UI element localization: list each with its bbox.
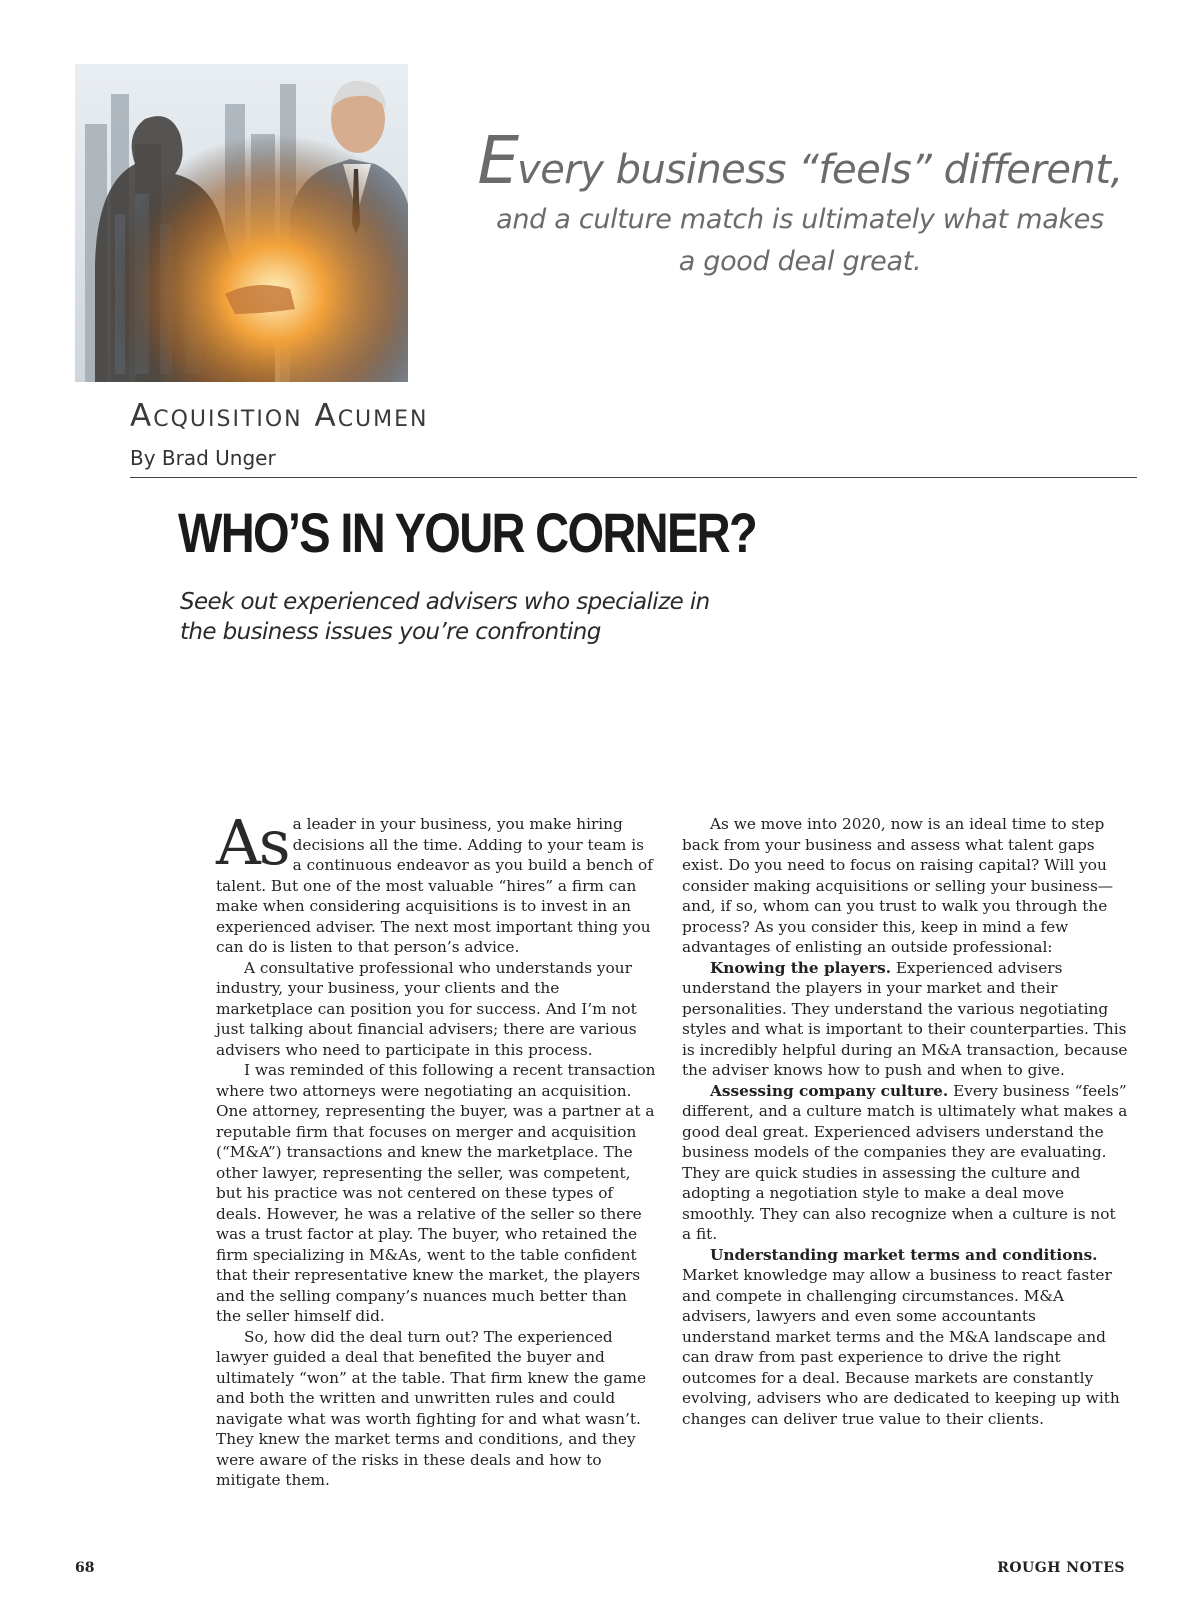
column-title: Acquisition Acumen (130, 398, 429, 434)
paragraph-7 (682, 1081, 1128, 1245)
deck-line-1: Seek out experienced advisers who specialize in (180, 589, 710, 615)
paragraph-1 (216, 806, 656, 958)
page-number: 68 (75, 1560, 95, 1576)
drop-cap: As (216, 806, 289, 879)
paragraph-5: As we move into 2020, now is an ideal time to step back from your business and assess what talent gaps exist. Do you need to focus on raising capital? Will you consider making acquisitions or selling your business—and, if so, whom can you trust to walk you through the process? As you consider this, keep in mind a few advantages of enlisting an outside professional: (682, 815, 1114, 956)
paragraph-7-lead: Assessing company culture. (710, 1081, 949, 1100)
paragraph-7-text: Every business “feels” different, and a culture match is ultimately what makes a good deal great. Experienced advisers understand the business models of the companies they are evaluating. They are quick studies in assessing the culture and adopting a negotiation style to make a deal move smoothly. They can also recognize when a culture is not a fit. (682, 1081, 1128, 1243)
paragraph-2: A consultative professional who understands your industry, your business, your clients and the marketplace can position you for success. And I’m not just talking about financial advisers; there are various advisers who need to participate in this process. (216, 958, 637, 1059)
publication-name: ROUGH NOTES (997, 1560, 1125, 1576)
pull-quote (430, 122, 1170, 283)
byline: By Brad Unger (130, 446, 276, 470)
pull-quote-line-1-rest: very business “feels” different, (517, 147, 1123, 193)
pull-quote-initial: E (477, 122, 518, 199)
deck-line-2: the business issues you’re confronting (180, 619, 601, 645)
pull-quote-line-1 (430, 122, 1170, 199)
paragraph-6-text: Experienced advisers understand the players in your market and their personalities. They understand the various negotiating styles and what is important to their counterparties. This is incredibly helpful during an M&A transaction, because the adviser knows how to push and when to give. (682, 958, 1128, 1079)
paragraph-1-text: a leader in your business, you make hiring decisions all the time. Adding to your team is a continuous endeavor as you build a bench of talent. But one of the most valuable “hires” a firm can make when considering acquisitions is to invest in an experienced adviser. The next most important thing you can do is listen to that person’s advice. (216, 815, 653, 956)
paragraph-6-lead: Knowing the players. (710, 958, 892, 977)
header-divider (130, 477, 1137, 478)
paragraph-6 (682, 958, 1128, 1081)
paragraph-8-lead: Understanding market terms and conditions. (710, 1245, 1098, 1264)
pull-quote-line-2: and a culture match is ultimately what makes (496, 204, 1104, 235)
paragraph-8 (682, 1245, 1128, 1430)
article-photo (75, 64, 408, 382)
body-column-left (216, 806, 656, 1491)
paragraph-4: So, how did the deal turn out? The experienced lawyer guided a deal that benefited the buyer and ultimately “won” at the table. That firm knew the game and both the written and unwritten rules and could navigate what was worth fighting for and what wasn’t. They knew the market terms and conditions, and they were aware of the risks in these deals and how to mitigate them. (216, 1327, 647, 1489)
paragraph-8-text: Market knowledge may allow a business to react faster and compete in challenging circumstances. M&A advisers, lawyers and even some accountants understand market terms and the M&A landscape and can draw from past experience to drive the right outcomes for a deal. Because markets are constantly evolving, advisers who are dedicated to keeping up with changes can deliver true value to their clients. (682, 1266, 1120, 1428)
article-headline: WHO’S IN YOUR CORNER? (178, 501, 757, 564)
pull-quote-line-3: a good deal great. (678, 246, 922, 277)
paragraph-3: I was reminded of this following a recent transaction where two attorneys were negotiating an acquisition. One attorney, representing the buyer, was a partner at a reputable firm that focuses on merger and acquisition (“M&A”) transactions and knew the marketplace. The other lawyer, representing the seller, was competent, but his practice was not centered on these types of deals. However, he was a relative of the seller so there was a trust factor at play. The buyer, who retained the firm specializing in M&As, went to the table confident that their representative knew the market, the players and the selling company’s nuances much better than the seller himself did. (216, 1061, 656, 1325)
body-column-right (682, 814, 1128, 1429)
article-deck (180, 587, 780, 647)
